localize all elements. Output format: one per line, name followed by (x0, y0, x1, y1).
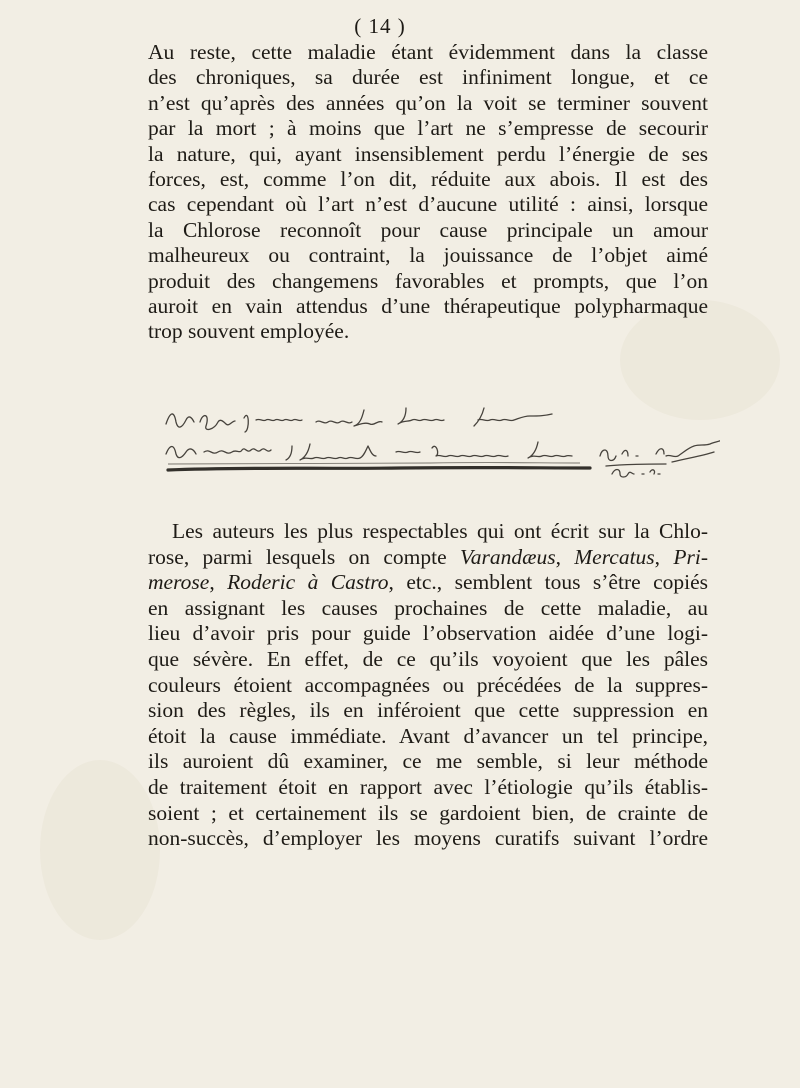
text-line: forces, est, comme l’on dit, réduite aux abois. Il est des (148, 166, 708, 191)
text-line: lieu d’avoir pris pour guide l’observation aidée d’une logi- (148, 621, 708, 646)
text-line: la Chlorose reconnoît pour cause principale un amour (148, 217, 708, 242)
text-segment: , (209, 570, 228, 595)
author-name: merose (148, 570, 210, 595)
text-line: produit des changemens favorables et prompts, que l’on (148, 268, 708, 293)
text-line: des chroniques, sa durée est infiniment longue, et ce (148, 65, 708, 90)
text-line: couleurs étoient accompagnées ou précédées de la suppres- (148, 672, 708, 697)
text-line: en assignant les causes prochaines de cette maladie, au (148, 595, 708, 620)
text-line: que sévère. En effet, de ce qu’ils voyoient que les pâles (148, 646, 708, 671)
text-line: sion des règles, ils en inféroient que cette suppression en (148, 698, 708, 723)
text-line: n’est qu’après des années qu’on la voit se terminer souvent (148, 90, 708, 115)
paragraph-1 (148, 40, 708, 345)
text-line: auroit en vain attendus d’une thérapeutique polypharmaque (148, 293, 708, 318)
paragraph-2 (148, 519, 708, 852)
text-line: Les auteurs les plus respectables qui ont écrit sur la Chlo- (172, 519, 708, 543)
text-line: cas cependant où l’art n’est d’aucune utilité : ainsi, lorsque (148, 192, 708, 217)
page-number: ( 14 ) (354, 14, 406, 38)
text-line (148, 570, 708, 596)
text-segment: rose, parmi lesquels on compte (148, 544, 460, 569)
paper-stain (40, 760, 160, 940)
author-name: Pri- (673, 544, 709, 569)
text-line: étoit la cause immédiate. Avant d’avancer un tel principe, (148, 723, 708, 748)
text-line: malheureux ou contraint, la jouissance de l’objet aimé (148, 243, 708, 268)
author-name: Varandæus (459, 544, 556, 569)
text-line: non-succès, d’employer les moyens curatifs suivant l’ordre (148, 826, 708, 851)
text-line: ils auroient dû examiner, ce me semble, si leur méthode (148, 749, 708, 774)
text-line: par la mort ; à moins que l’art ne s’empresse de secourir (148, 116, 708, 141)
text-line (148, 545, 708, 571)
text-line: Au reste, cette maladie étant évidemment dans la classe (148, 40, 708, 64)
author-name: Roderic à Castro (227, 570, 389, 595)
text-segment: , (654, 544, 674, 569)
text-segment: , (555, 544, 575, 569)
handwritten-annotation-drawing (160, 404, 720, 494)
text-line: soient ; et certainement ils se gardoient bien, de crainte de (148, 800, 708, 825)
text-line: la nature, qui, ayant insensiblement perdu l’énergie de ses (148, 141, 708, 166)
text-segment: , etc., semblent tous s’être copiés (388, 570, 709, 595)
author-name: Mercatus (574, 544, 655, 569)
text-line: de traitement étoit en rapport avec l’étiologie qu’ils établis- (148, 774, 708, 799)
text-line: trop souvent employée. (148, 319, 350, 344)
handwritten-annotation (160, 404, 720, 494)
